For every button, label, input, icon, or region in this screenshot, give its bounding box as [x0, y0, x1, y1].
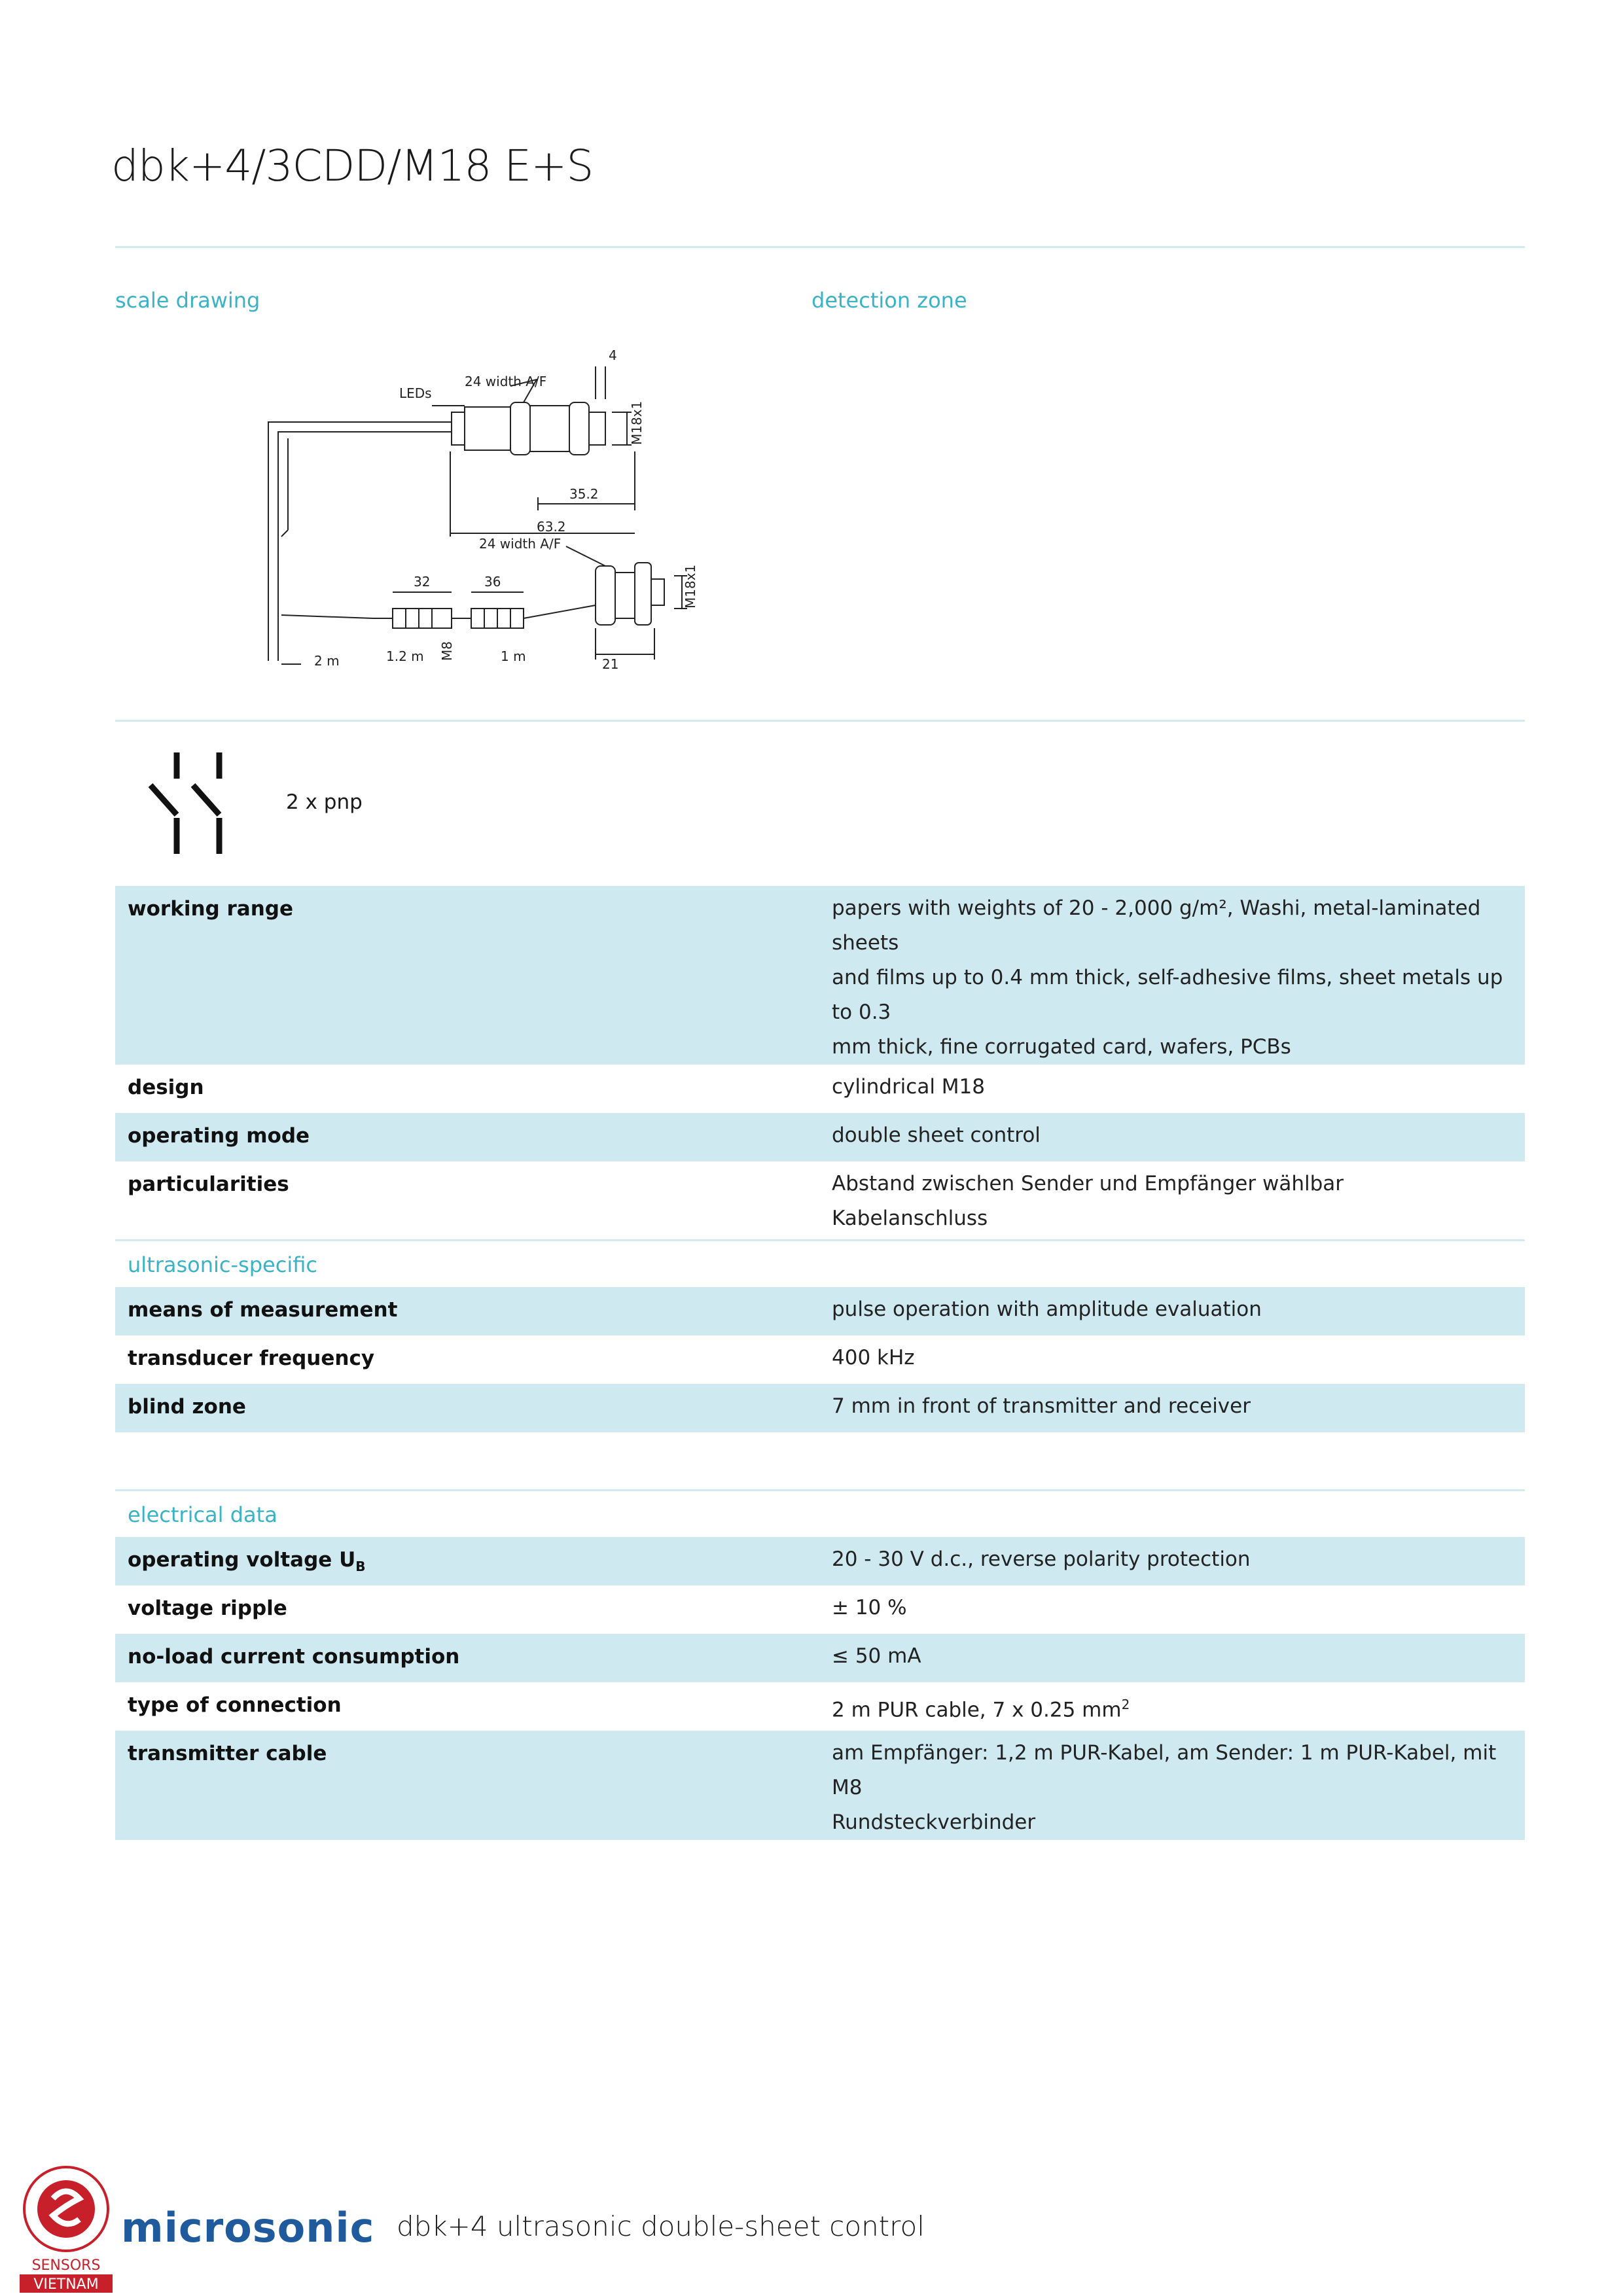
spec-key: design	[128, 1076, 204, 1099]
thread-bottom-label: M18x1	[683, 564, 698, 609]
spec-value: am Empfänger: 1,2 m PUR-Kabel, am Sender: 1 m PUR-Kabel, mit M8 Rundsteckverbinder	[832, 1731, 1525, 1840]
spec-value: papers with weights of 20 - 2,000 g/m², Washi, metal-laminated sheets and films up to 0.4 mm thick, self-adhesive films, sheet metals up to 0.3 mm thick, fine corrugated card, wafers, PCBs	[832, 886, 1525, 1065]
cable-2m-label: 2 m	[314, 653, 340, 669]
badge-top-text: SENSORS	[31, 2257, 101, 2274]
pnp-switch-icon	[147, 752, 245, 857]
spec-value: cylindrical M18	[832, 1075, 985, 1099]
table-row	[115, 1634, 1525, 1682]
spec-key: working range	[115, 886, 832, 1065]
spec-value: 20 - 30 V d.c., reverse polarity protection	[832, 1537, 1525, 1585]
ultrasonic-heading: ultrasonic-specific	[128, 1252, 317, 1277]
ultrasonic-spec-table	[115, 1241, 1525, 1432]
spec-value: 400 kHz	[832, 1346, 915, 1369]
table-row	[115, 1065, 1525, 1113]
microsonic-logo: microsonic	[121, 2204, 375, 2252]
spec-key: type of connection	[128, 1693, 342, 1717]
spec-key: blind zone	[115, 1384, 832, 1432]
section-heading-row	[115, 1241, 1525, 1287]
section-heading-row	[115, 1491, 1525, 1537]
af-bottom-label: 24 width A/F	[479, 536, 562, 552]
spec-key: operating mode	[115, 1113, 832, 1161]
spec-value: Abstand zwischen Sender und Empfänger wählbar Kabelanschluss	[832, 1172, 1344, 1230]
spec-value: pulse operation with amplitude evaluation	[832, 1287, 1525, 1335]
table-row	[115, 886, 1525, 1065]
dim-32-label: 32	[414, 574, 431, 590]
general-spec-table	[115, 886, 1525, 1240]
af-top-label: 24 width A/F	[465, 374, 547, 389]
spec-value: double sheet control	[832, 1113, 1525, 1161]
divider	[115, 246, 1525, 248]
spec-key: voltage ripple	[128, 1597, 287, 1620]
output-label: 2 x pnp	[286, 790, 363, 814]
spec-value: ≤ 50 mA	[832, 1634, 1525, 1682]
table-row	[115, 1537, 1525, 1585]
dim-4-label: 4	[609, 347, 617, 363]
spec-value: 7 mm in front of transmitter and receiver	[832, 1384, 1525, 1432]
leds-label: LEDs	[399, 385, 432, 401]
cable-12m-label: 1.2 m	[386, 648, 424, 664]
sensors-vietnam-badge	[17, 2164, 115, 2295]
spec-key: transducer frequency	[128, 1347, 375, 1370]
table-row	[115, 1161, 1525, 1240]
table-row	[115, 1335, 1525, 1384]
table-row	[115, 1682, 1525, 1731]
table-row	[115, 1287, 1525, 1335]
thread-top-label: M18x1	[629, 400, 645, 445]
spec-key: means of measurement	[115, 1287, 832, 1335]
divider	[115, 720, 1525, 722]
dim-36-label: 36	[484, 574, 501, 590]
detection-zone-heading: detection zone	[812, 288, 967, 313]
spec-key: particularities	[128, 1173, 289, 1196]
table-row	[115, 1113, 1525, 1161]
spec-key: operating voltage $U_B$	[115, 1537, 832, 1585]
m8-label: M8	[439, 641, 455, 661]
scale-drawing-heading: scale drawing	[115, 288, 260, 313]
spec-value: 2 m PUR cable, 7 x 0.25 $mm^2$	[832, 1697, 1130, 1722]
cable-1m-label: 1 m	[501, 648, 526, 664]
badge-bottom-text: VIETNAM	[33, 2276, 99, 2293]
spec-key: no-load current consumption	[115, 1634, 832, 1682]
spec-key: transmitter cable	[115, 1731, 832, 1840]
page-title: dbk+4/3CDD/M18 E+S	[111, 141, 594, 191]
scale-drawing	[242, 340, 700, 680]
table-row	[115, 1731, 1525, 1840]
footer-text: dbk+4 ultrasonic double-sheet control	[397, 2210, 925, 2242]
table-row	[115, 1384, 1525, 1432]
electrical-spec-table	[115, 1491, 1525, 1840]
dim-21-label: 21	[602, 656, 619, 672]
dim-35-label: 35.2	[569, 486, 599, 502]
spec-value: ± 10 %	[832, 1596, 907, 1619]
electrical-heading: electrical data	[128, 1502, 277, 1527]
table-row	[115, 1585, 1525, 1634]
dim-63-label: 63.2	[537, 519, 566, 535]
